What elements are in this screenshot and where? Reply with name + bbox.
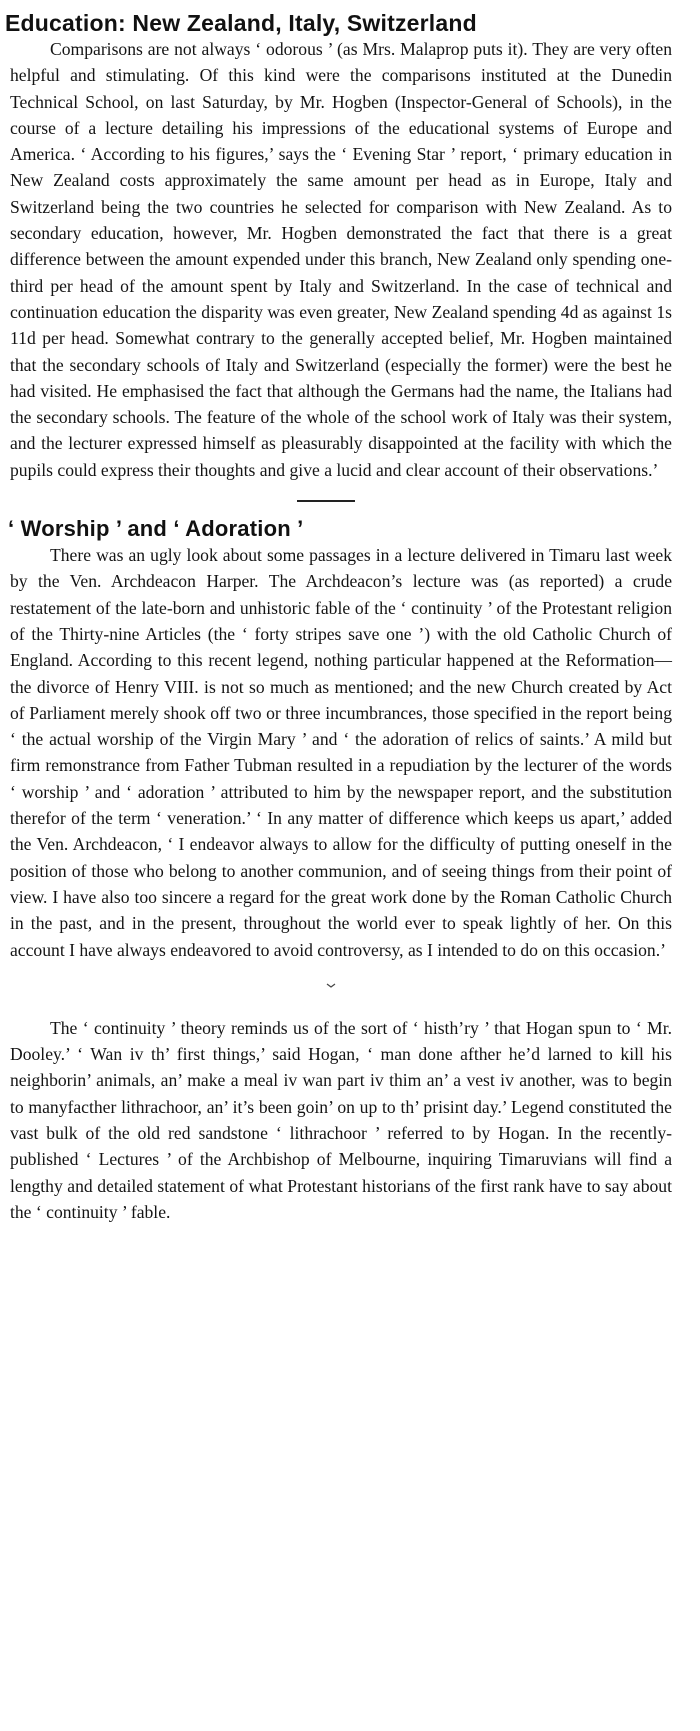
section-divider bbox=[297, 500, 355, 502]
article-title: Education: New Zealand, Italy, Switzerland bbox=[5, 10, 477, 36]
section-ornament bbox=[0, 981, 662, 993]
ornament-icon bbox=[326, 982, 336, 990]
article-paragraph: Comparisons are not always ‘ odorous ’ (as Mrs. Malaprop puts it). They are very often helpful and stimulating. Of this kind were the comparisons instituted at the Dunedin Technical School, on last Saturday, by Mr. Hogben (Inspector-General of Schools), in the course of a lecture detailing his impressions of the educational systems of Europe and America. ‘ According to his figures,’ says the ‘ Evening Star ’ report, ‘ primary education in New Zealand costs approximately the same amount per head as in Europe, Italy and Switzerland being the two countries he selected for comparison with New Zealand. As to secondary education, however, Mr. Hogben demonstrated the fact that there is a great difference between the amount expended under this branch, New Zealand only spending one-third per head of the amount spent by Italy and Switzerland. In the case of technical and continuation education the disparity was even greater, New Zealand spending 4d as against 1s 11d per head. Somewhat contrary to the generally accepted belief, Mr. Hogben maintained that the secondary schools of Italy and Switzerland (especially the former) were the best he had visited. He emphasised the fact that although the Germans had the name, the Italians had the secondary schools. The feature of the whole of the school work of Italy was their system, and the lecturer expressed himself as pleasurably disappointed at the facility with which the pupils could express their thoughts and give a lucid and clear account of their observations.’ bbox=[10, 39, 672, 480]
newspaper-page bbox=[5, 10, 672, 1225]
article-paragraph: There was an ugly look about some passages in a lecture delivered in Timaru last week by the Ven. Archdeacon Harper. The Archdeacon’s lecture was (as reported) a crude restatement of the late-born and unhistoric fable of the ‘ continuity ’ of the Protestant religion of the Thirty-nine Articles (the ‘ forty stripes save one ’) with the old Catholic Church of England. According to this recent legend, nothing particular happened at the Reformation—the divorce of Henry VIII. is not so much as mentioned; and the new Church created by Act of Parliament merely shook off two or three incumbrances, those specified in the report being ‘ the actual worship of the Virgin Mary ’ and ‘ the adoration of relics of saints.’ A mild but firm remonstrance from Father Tubman resulted in a repudiation by the lecturer of the words ‘ worship ’ and ‘ adoration ’ attributed to him by the newspaper report, and the substitution therefor of the term ‘ veneration.’ ‘ In any matter of difference which keeps us apart,’ added the Ven. Archdeacon, ‘ I endeavor always to allow for the difficulty of putting oneself in the position of those who belong to another communion, and of seeing things from their point of view. I have also too sincere a regard for the great work done by the Roman Catholic Church in the past, and in the present, throughout the world ever to speak lightly of her. On this account I have always endeavored to avoid controversy, as I intended to do on this occasion.’ bbox=[10, 545, 672, 960]
article-paragraph: The ‘ continuity ’ theory reminds us of the sort of ‘ histh’ry ’ that Hogan spun to ‘ Mr. Dooley.’ ‘ Wan iv th’ first things,’ said Hogan, ‘ man done afther he’d larned to kill his neighborin’ animals, an’ make a meal iv wan part iv thim an’ a vest iv another, was to begin to manyfacther lithrachoor, an’ it’s been goin’ on up to th’ prisint day.’ Legend constituted the vast bulk of the old red sandstone ‘ lithrachoor ’ referred to by Hogan. In the recently-published ‘ Lectures ’ of the Archbishop of Melbourne, inquiring Timaruvians will find a lengthy and detailed statement of what Protestant historians of the first rank have to say about the ‘ continuity ’ fable. bbox=[10, 1017, 672, 1222]
article-worship-adoration bbox=[10, 516, 672, 1225]
article-title: ‘ Worship ’ and ‘ Adoration ’ bbox=[8, 516, 304, 542]
article-education bbox=[5, 10, 672, 483]
